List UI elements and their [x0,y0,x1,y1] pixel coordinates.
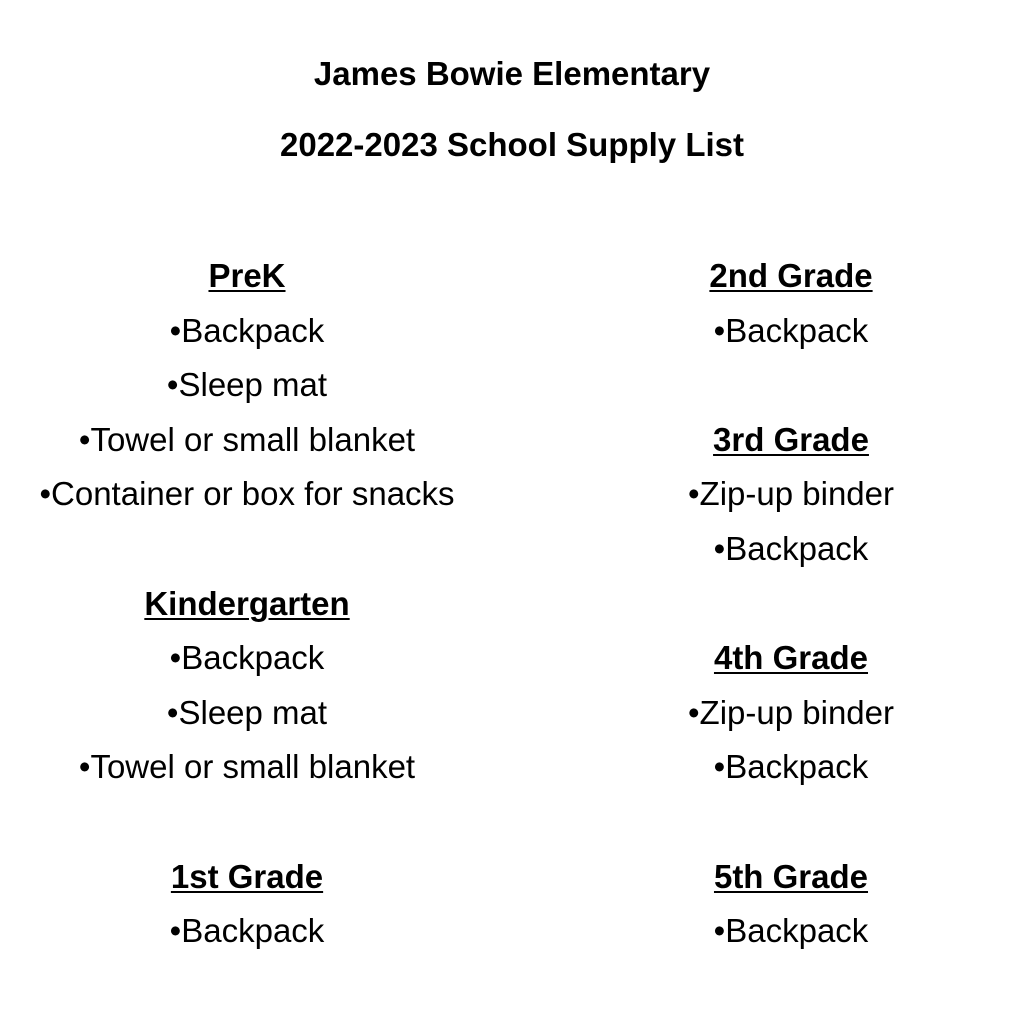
section-heading: PreK [208,257,286,294]
supply-items [0,304,494,522]
supply-item: • Towel or small blanket [0,413,494,468]
bullet-icon [79,748,91,785]
supply-item: • Backpack [0,904,494,959]
section-heading: 3rd Grade [713,420,869,458]
section-spacer [0,795,494,850]
supply-item: • Backpack [560,740,1022,795]
section-spacer [560,795,1022,850]
supply-items [560,304,1022,359]
supply-items [0,904,494,959]
bullet-icon [167,366,179,403]
supply-item: • Backpack [0,631,494,686]
bullet-icon [167,694,179,731]
supply-items [0,631,494,795]
supply-item: • Sleep mat [0,686,494,741]
left-column [0,249,494,959]
supply-item: • Container or box for snacks [0,467,494,522]
supply-item: • Towel or small blanket [0,740,494,795]
supply-item: • Backpack [0,304,494,359]
supply-items [560,467,1022,576]
supply-item: • Sleep mat [0,358,494,413]
bullet-icon [79,421,91,458]
section-heading: 2nd Grade [709,257,873,294]
section-3rd-grade [560,413,1022,577]
section-spacer [560,577,1022,632]
section-heading: Kindergarten [144,584,350,622]
section-4th-grade [560,631,1022,795]
supply-item: • Zip-up binder [560,467,1022,522]
supply-item: • Backpack [560,522,1022,577]
bullet-icon [170,912,182,949]
supply-item: • Zip-up binder [560,686,1022,741]
supply-items [560,904,1022,959]
supply-item: • Backpack [560,904,1022,959]
right-column [560,249,1022,959]
bullet-icon [170,312,182,349]
supply-item: • Backpack [560,304,1022,359]
section-heading: 4th Grade [713,639,869,677]
section-1st-grade [0,850,494,959]
section-spacer [560,358,1022,413]
school-name: James Bowie Elementary [313,55,711,92]
section-5th-grade [560,850,1022,959]
bullet-icon [714,748,726,785]
supply-list-title: 2022-2023 School Supply List [280,126,744,163]
section-heading: 1st Grade [170,857,324,895]
bullet-icon [39,475,51,512]
bullet-icon [688,694,700,731]
section-spacer [0,522,494,577]
section-kindergarten [0,577,494,795]
section-prek [0,249,494,522]
bullet-icon [714,312,726,349]
supply-items [560,686,1022,795]
section-heading: 5th Grade [713,857,869,895]
bullet-icon [688,475,700,512]
bullet-icon [170,639,182,676]
bullet-icon [714,912,726,949]
section-2nd-grade [560,249,1022,358]
bullet-icon [714,530,726,567]
